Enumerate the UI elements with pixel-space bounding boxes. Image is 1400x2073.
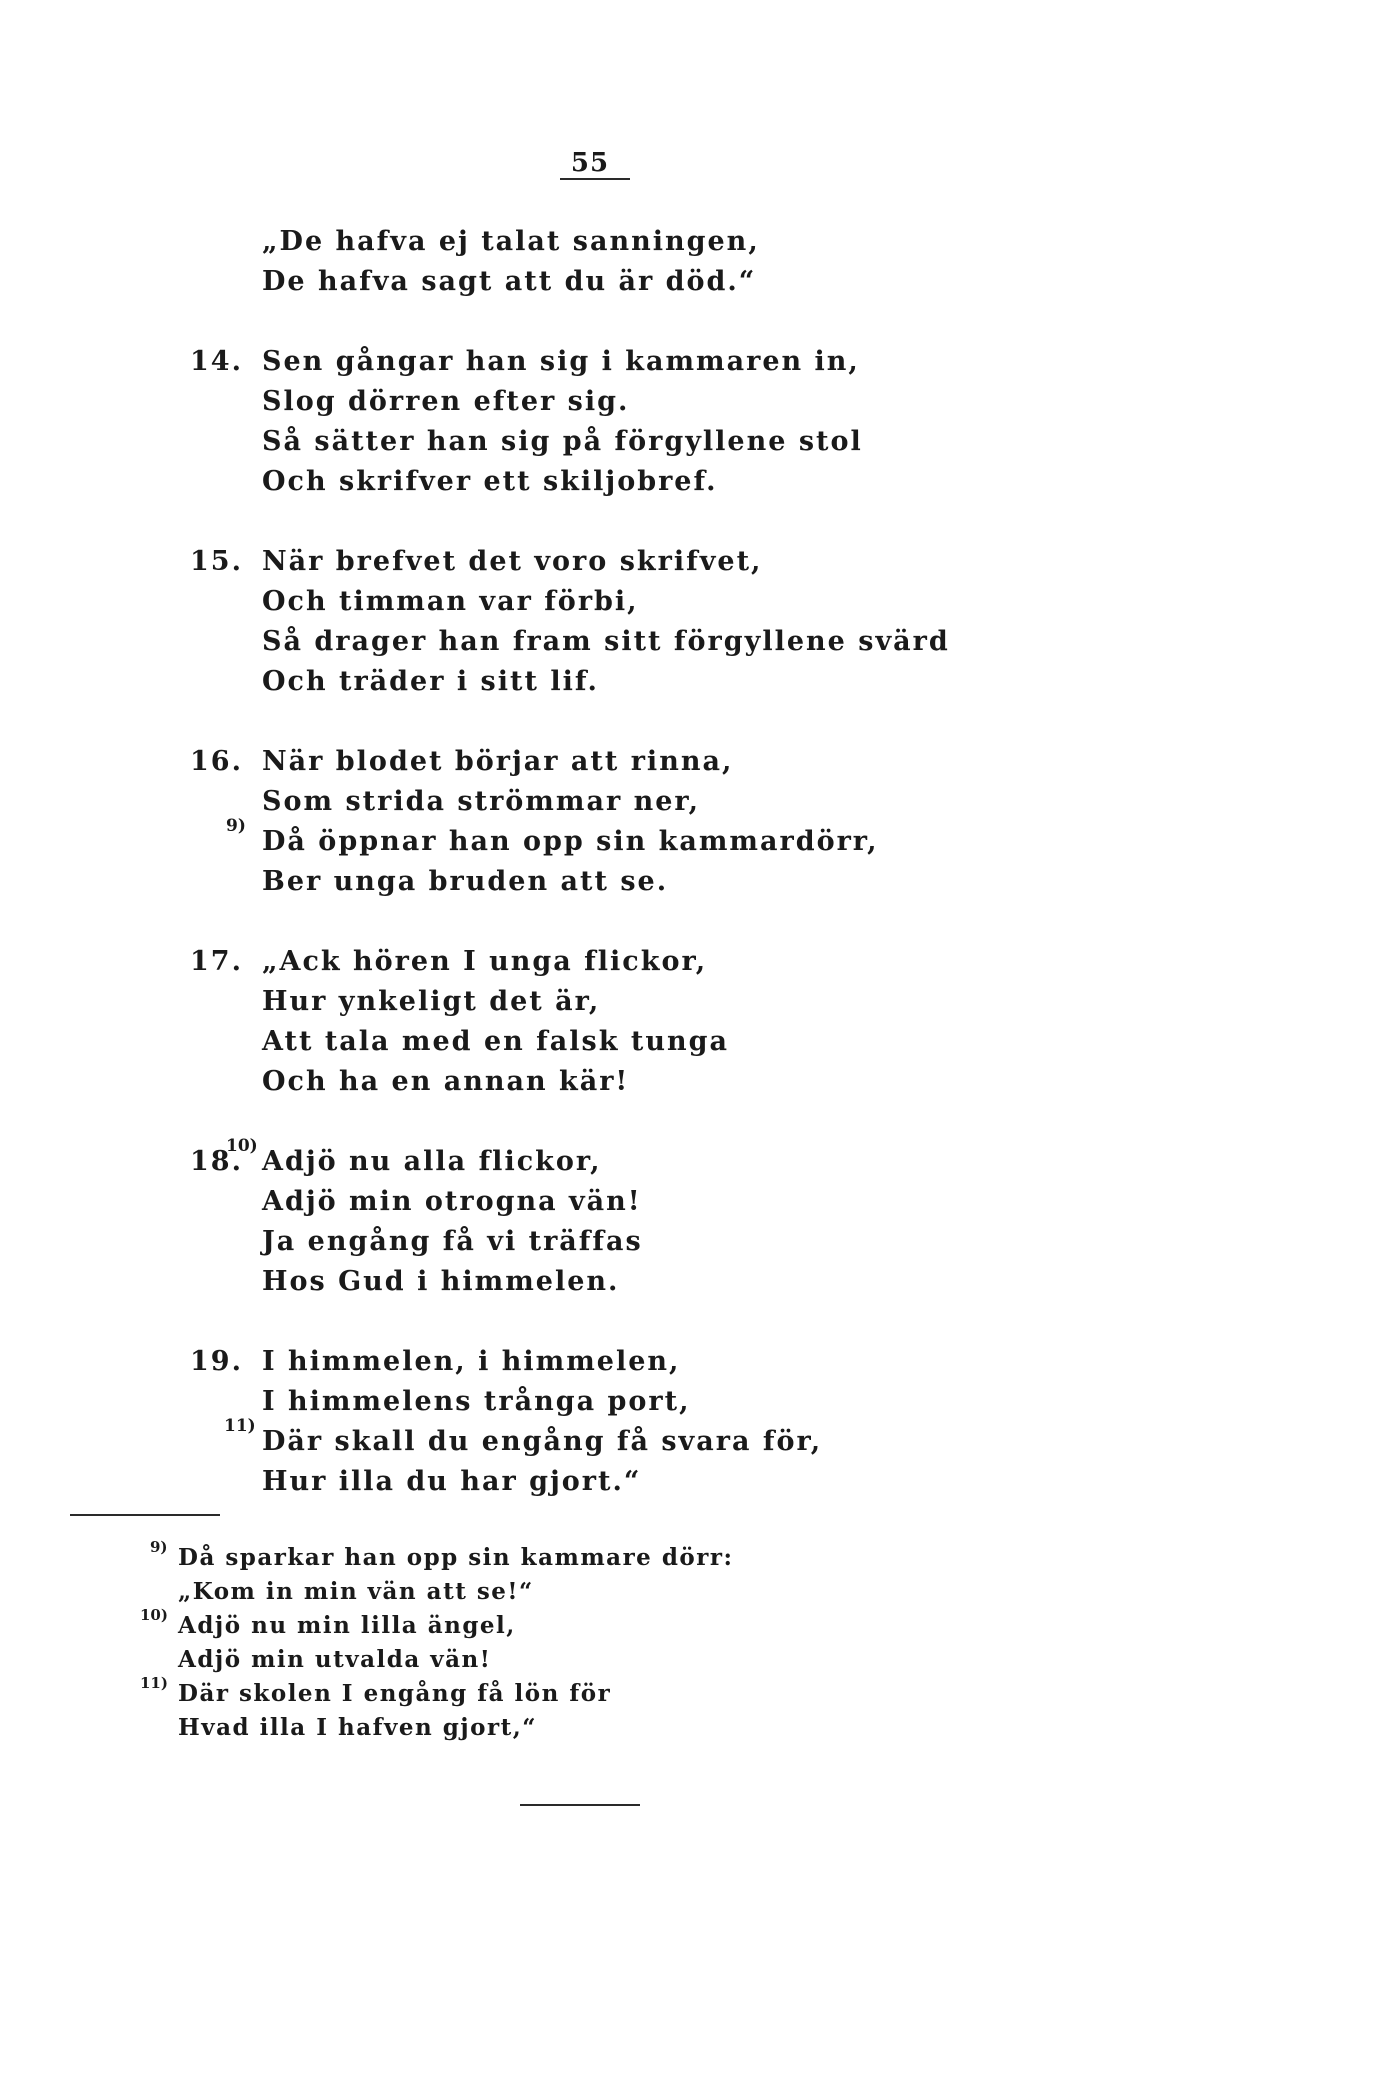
footnote-line: „Kom in min vän att se!“ [178,1578,534,1605]
footnote-mark: 10) [140,1606,168,1624]
poem-line: „De hafva ej talat sanningen, [262,226,760,257]
end-ornament-rule [520,1804,640,1806]
poem-line: I himmelen, i himmelen, [262,1346,681,1377]
stanza-number: 15. [190,546,243,577]
poem-line: Och skrifver ett skiljobref. [262,466,718,497]
footnote-line: Där skolen I engång få lön för [178,1680,612,1707]
poem-line: När blodet börjar att rinna, [262,746,734,777]
poem-line: Där skall du engång få svara för, [262,1426,823,1457]
poem-line: Och ha en annan kär! [262,1066,630,1097]
footnote-line: Adjö min utvalda vän! [178,1646,492,1673]
poem-line: Hos Gud i himmelen. [262,1266,620,1297]
poem-line: Ja engång få vi träffas [262,1226,643,1257]
header-rule [560,178,630,180]
footnote-reference: 11) [224,1416,256,1436]
poem-line: Så sätter han sig på förgyllene stol [262,426,863,457]
stanza-number: 14. [190,346,243,377]
poem-line: Sen gångar han sig i kammaren in, [262,346,860,377]
stanza-number: 18. [190,1146,243,1177]
poem-line: När brefvet det voro skrifvet, [262,546,763,577]
footnote-mark: 11) [140,1674,168,1692]
poem-line: „Ack hören I unga flickor, [262,946,708,977]
poem-line: Slog dörren efter sig. [262,386,630,417]
poem-line: Då öppnar han opp sin kammardörr, [262,826,879,857]
poem-line: Adjö nu alla flickor, [262,1146,602,1177]
footnote-line: Hvad illa I hafven gjort,“ [178,1714,537,1741]
footnote-line: Adjö nu min lilla ängel, [178,1612,516,1639]
poem-line: Så drager han fram sitt förgyllene svärd [262,626,950,657]
poem-line: Adjö min otrogna vän! [262,1186,642,1217]
poem-line: Hur illa du har gjort.“ [262,1466,642,1497]
poem-line: Och träder i sitt lif. [262,666,599,697]
poem-line: De hafva sagt att du är död.“ [262,266,757,297]
stanza-number: 17. [190,946,243,977]
page-number: 55 [570,148,610,178]
footnote-line: Då sparkar han opp sin kammare dörr: [178,1544,734,1571]
poem-line: Som strida strömmar ner, [262,786,701,817]
stanza-number: 16. [190,746,243,777]
poem-line: I himmelens trånga port, [262,1386,691,1417]
poem-line: Och timman var förbi, [262,586,639,617]
poem-line: Ber unga bruden att se. [262,866,669,897]
footnote-reference: 9) [226,816,246,836]
poem-line: Att tala med en falsk tunga [262,1026,729,1057]
poem-line: Hur ynkeligt det är, [262,986,601,1017]
stanza-number: 19. [190,1346,243,1377]
footnote-mark: 9) [150,1538,168,1556]
footnote-reference: 10) [226,1136,258,1156]
footnote-separator [70,1514,220,1516]
